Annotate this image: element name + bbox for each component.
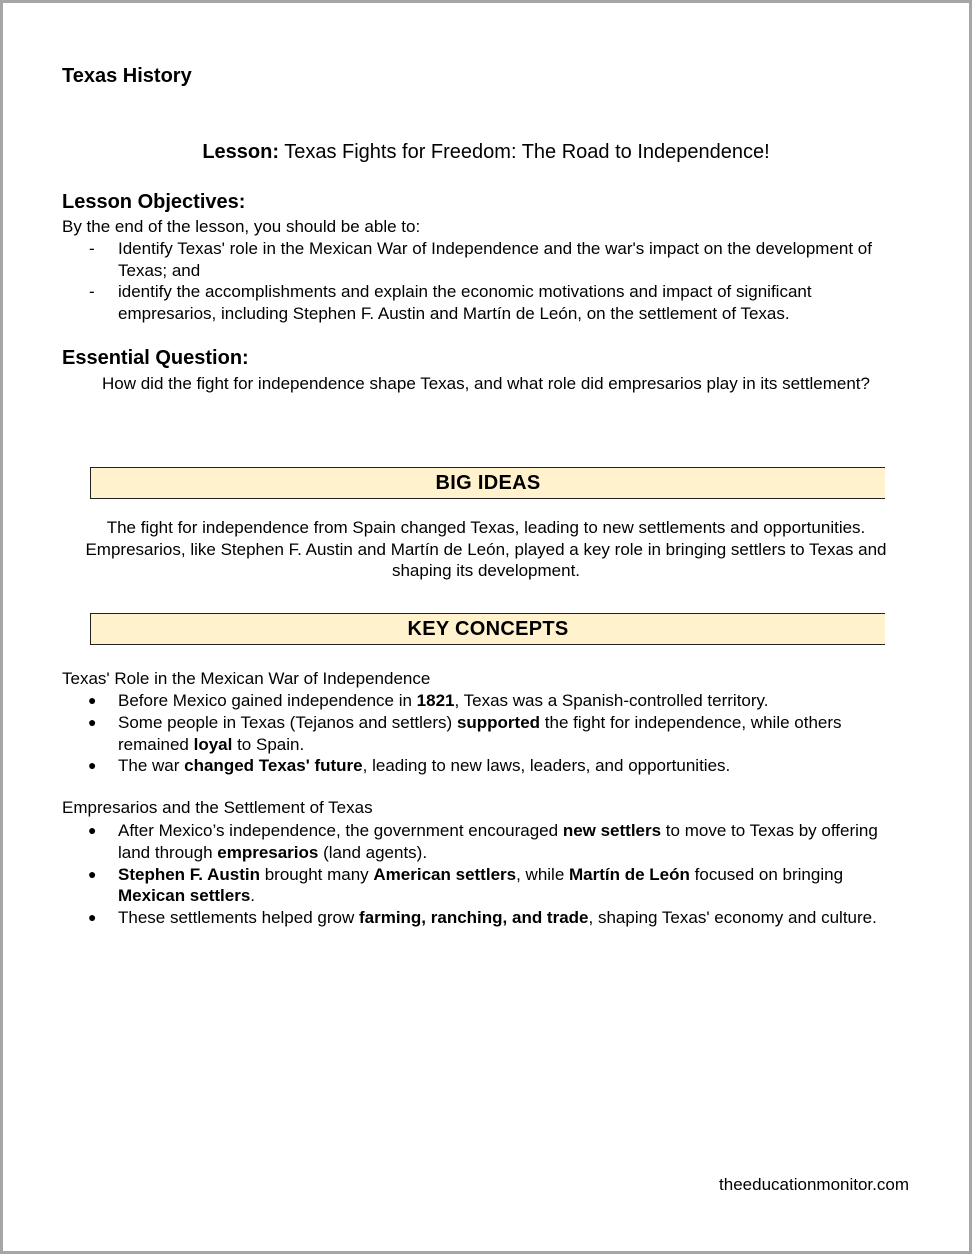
list-item: ● After Mexico’s independence, the government encouraged new settlers to move to Texas by offering land through empresarios (land agents). — [88, 821, 878, 862]
list-item: ● Before Mexico gained independence in 1821, Texas was a Spanish-controlled territory. — [88, 691, 769, 710]
subject-title: Texas History — [62, 65, 192, 87]
objective-item: - Identify Texas' role in the Mexican War of Independence and the war's impact on the development of Texas; and — [89, 239, 872, 280]
list-item: ● Some people in Texas (Tejanos and settlers) supported the fight for independence, while others remained loyal to Spain. — [88, 712, 842, 754]
war-concepts-list — [62, 690, 912, 777]
objectives-intro: By the end of the lesson, you should be able to: — [62, 217, 421, 236]
section-title-war: Texas' Role in the Mexican War of Independence — [62, 669, 431, 688]
bullet-marker: ● — [88, 757, 97, 774]
objectives-heading: Lesson Objectives: — [62, 191, 246, 213]
objective-item: - identify the accomplishments and explain the economic motivations and impact of significant empresarios, including Stephen F. Austin and Martín de León, on the settlement of Texas. — [89, 282, 812, 323]
essential-question-heading: Essential Question: — [62, 347, 249, 369]
big-ideas-banner: BIG IDEAS — [90, 467, 885, 499]
lesson-label: Lesson: — [202, 141, 279, 163]
bullet-marker: ● — [88, 909, 97, 926]
key-concepts-banner: KEY CONCEPTS — [90, 613, 885, 645]
big-ideas-text: The fight for independence from Spain changed Texas, leading to new settlements and opportunities. Empresarios, like Stephen F. Austin and Martín de León, played a key role in bringing settlers to Texas and shaping its development. — [85, 518, 887, 580]
lesson-title: Texas Fights for Freedom: The Road to Independence! — [284, 141, 770, 163]
bullet-marker: ● — [88, 713, 97, 730]
objectives-list — [62, 238, 902, 324]
list-item: ● Stephen F. Austin brought many American settlers, while Martín de León focused on bringing Mexican settlers. — [88, 864, 844, 906]
bullet-marker: ● — [88, 692, 97, 708]
list-item: ● These settlements helped grow farming, ranching, and trade, shaping Texas' economy and culture. — [88, 908, 877, 928]
dash-marker: - — [89, 282, 95, 301]
bullet-marker: ● — [88, 865, 97, 882]
essential-question-text: How did the fight for independence shape Texas, and what role did empresarios play in its settlement? — [102, 374, 870, 393]
empresarios-concepts-list — [62, 820, 912, 929]
lesson-title-line — [3, 141, 969, 164]
footer-source: theeducationmonitor.com — [719, 1175, 909, 1194]
dash-marker: - — [89, 239, 95, 258]
list-item: ● The war changed Texas' future, leading to new laws, leaders, and opportunities. — [88, 756, 731, 776]
section-title-empresarios: Empresarios and the Settlement of Texas — [62, 798, 373, 817]
bullet-marker: ● — [88, 822, 97, 838]
